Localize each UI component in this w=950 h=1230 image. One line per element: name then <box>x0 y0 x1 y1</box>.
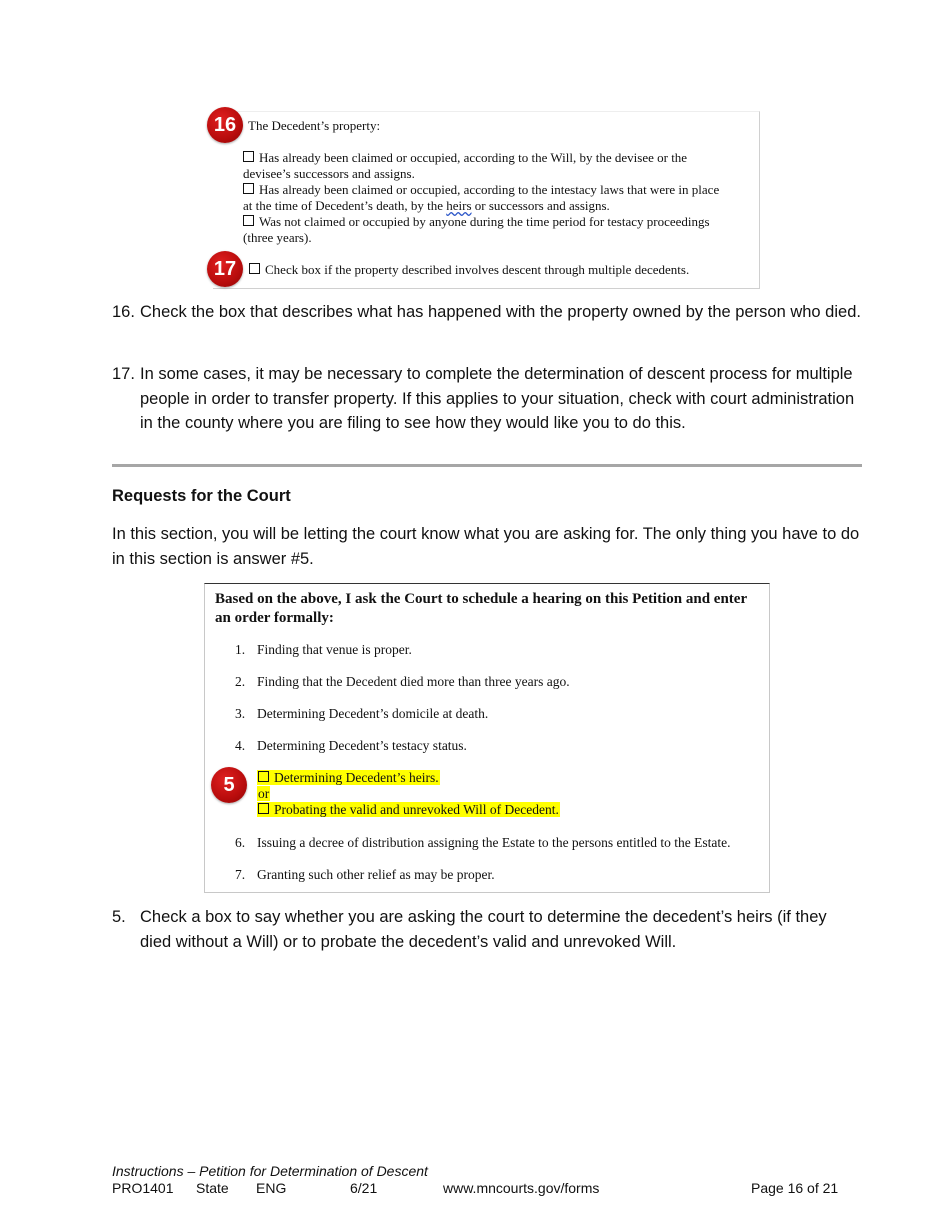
footer-language: ENG <box>256 1180 287 1196</box>
section-title: Requests for the Court <box>112 487 291 505</box>
footer-doc-title: Instructions – Petition for Determination of Descent <box>112 1163 428 1179</box>
footer-jurisdiction: State <box>196 1180 229 1196</box>
checkbox-icon <box>258 771 269 782</box>
option-probate-will: Probating the valid and unrevoked Will of Decedent. <box>257 802 560 817</box>
form-excerpt-requests <box>204 583 770 893</box>
property-option-intestacy: Has already been claimed or occupied, according to the intestacy laws that were in place at the time of Decedent’s death, by the heirs or successors and assigns. <box>243 182 720 213</box>
request-item: 6. Issuing a decree of distribution assigning the Estate to the persons entitled to the Estate. <box>235 835 731 850</box>
footer-form-id: PRO1401 <box>112 1180 174 1196</box>
footer-revision: 6/21 <box>350 1180 378 1196</box>
property-option-will: Has already been claimed or occupied, according to the Will, by the devisee or the devisee’s successors and assigns. <box>243 150 688 181</box>
option-or: or <box>258 786 270 801</box>
section-intro: In this section, you will be letting the court know what you are asking for. The only thing you have to do in this section is answer #5. <box>112 525 860 568</box>
footer-url: www.mncourts.gov/forms <box>443 1180 600 1196</box>
excerpt-property-title: The Decedent’s property: <box>248 118 381 133</box>
instruction-17: 17. In some cases, it may be necessary to complete the determination of descent process for multiple people in order to transfer property. If this applies to your situation, check with court administration in the county where you are filing to see how they would like you to do this. <box>112 365 855 432</box>
checkbox-icon <box>243 183 254 194</box>
step-badge-17: 17 <box>207 251 243 287</box>
request-item: 1. Finding that venue is proper. <box>235 642 412 657</box>
checkbox-icon <box>243 151 254 162</box>
request-item: 4. Determining Decedent’s testacy status. <box>235 738 467 753</box>
request-item: 7. Granting such other relief as may be proper. <box>235 867 495 882</box>
checkbox-icon <box>243 215 254 226</box>
step-badge-5: 5 <box>211 767 247 803</box>
checkbox-icon <box>258 803 269 814</box>
property-option-unclaimed: Was not claimed or occupied by anyone during the time period for testacy proceedings (three years). <box>243 214 710 245</box>
request-item: 2. Finding that the Decedent died more than three years ago. <box>235 674 570 689</box>
instruction-5: 5. Check a box to say whether you are asking the court to determine the decedent’s heirs (if they died without a Will) or to probate the decedent’s valid and unrevoked Will. <box>112 908 827 951</box>
checkbox-icon <box>249 263 260 274</box>
multiple-decedents-option: Check box if the property described involves descent through multiple decedents. <box>249 262 689 278</box>
footer-page-number: Page 16 of 21 <box>751 1180 839 1196</box>
instruction-16: 16. Check the box that describes what has happened with the property owned by the person who died. <box>112 303 861 321</box>
request-item: 3. Determining Decedent’s domicile at death. <box>235 706 489 721</box>
request-item-5-options <box>257 770 560 818</box>
option-determine-heirs: Determining Decedent’s heirs. <box>257 770 440 785</box>
excerpt-requests-heading: Based on the above, I ask the Court to schedule a hearing on this Petition and enter an order formally: <box>215 591 747 626</box>
step-badge-16: 16 <box>207 107 243 143</box>
section-divider <box>112 464 862 467</box>
